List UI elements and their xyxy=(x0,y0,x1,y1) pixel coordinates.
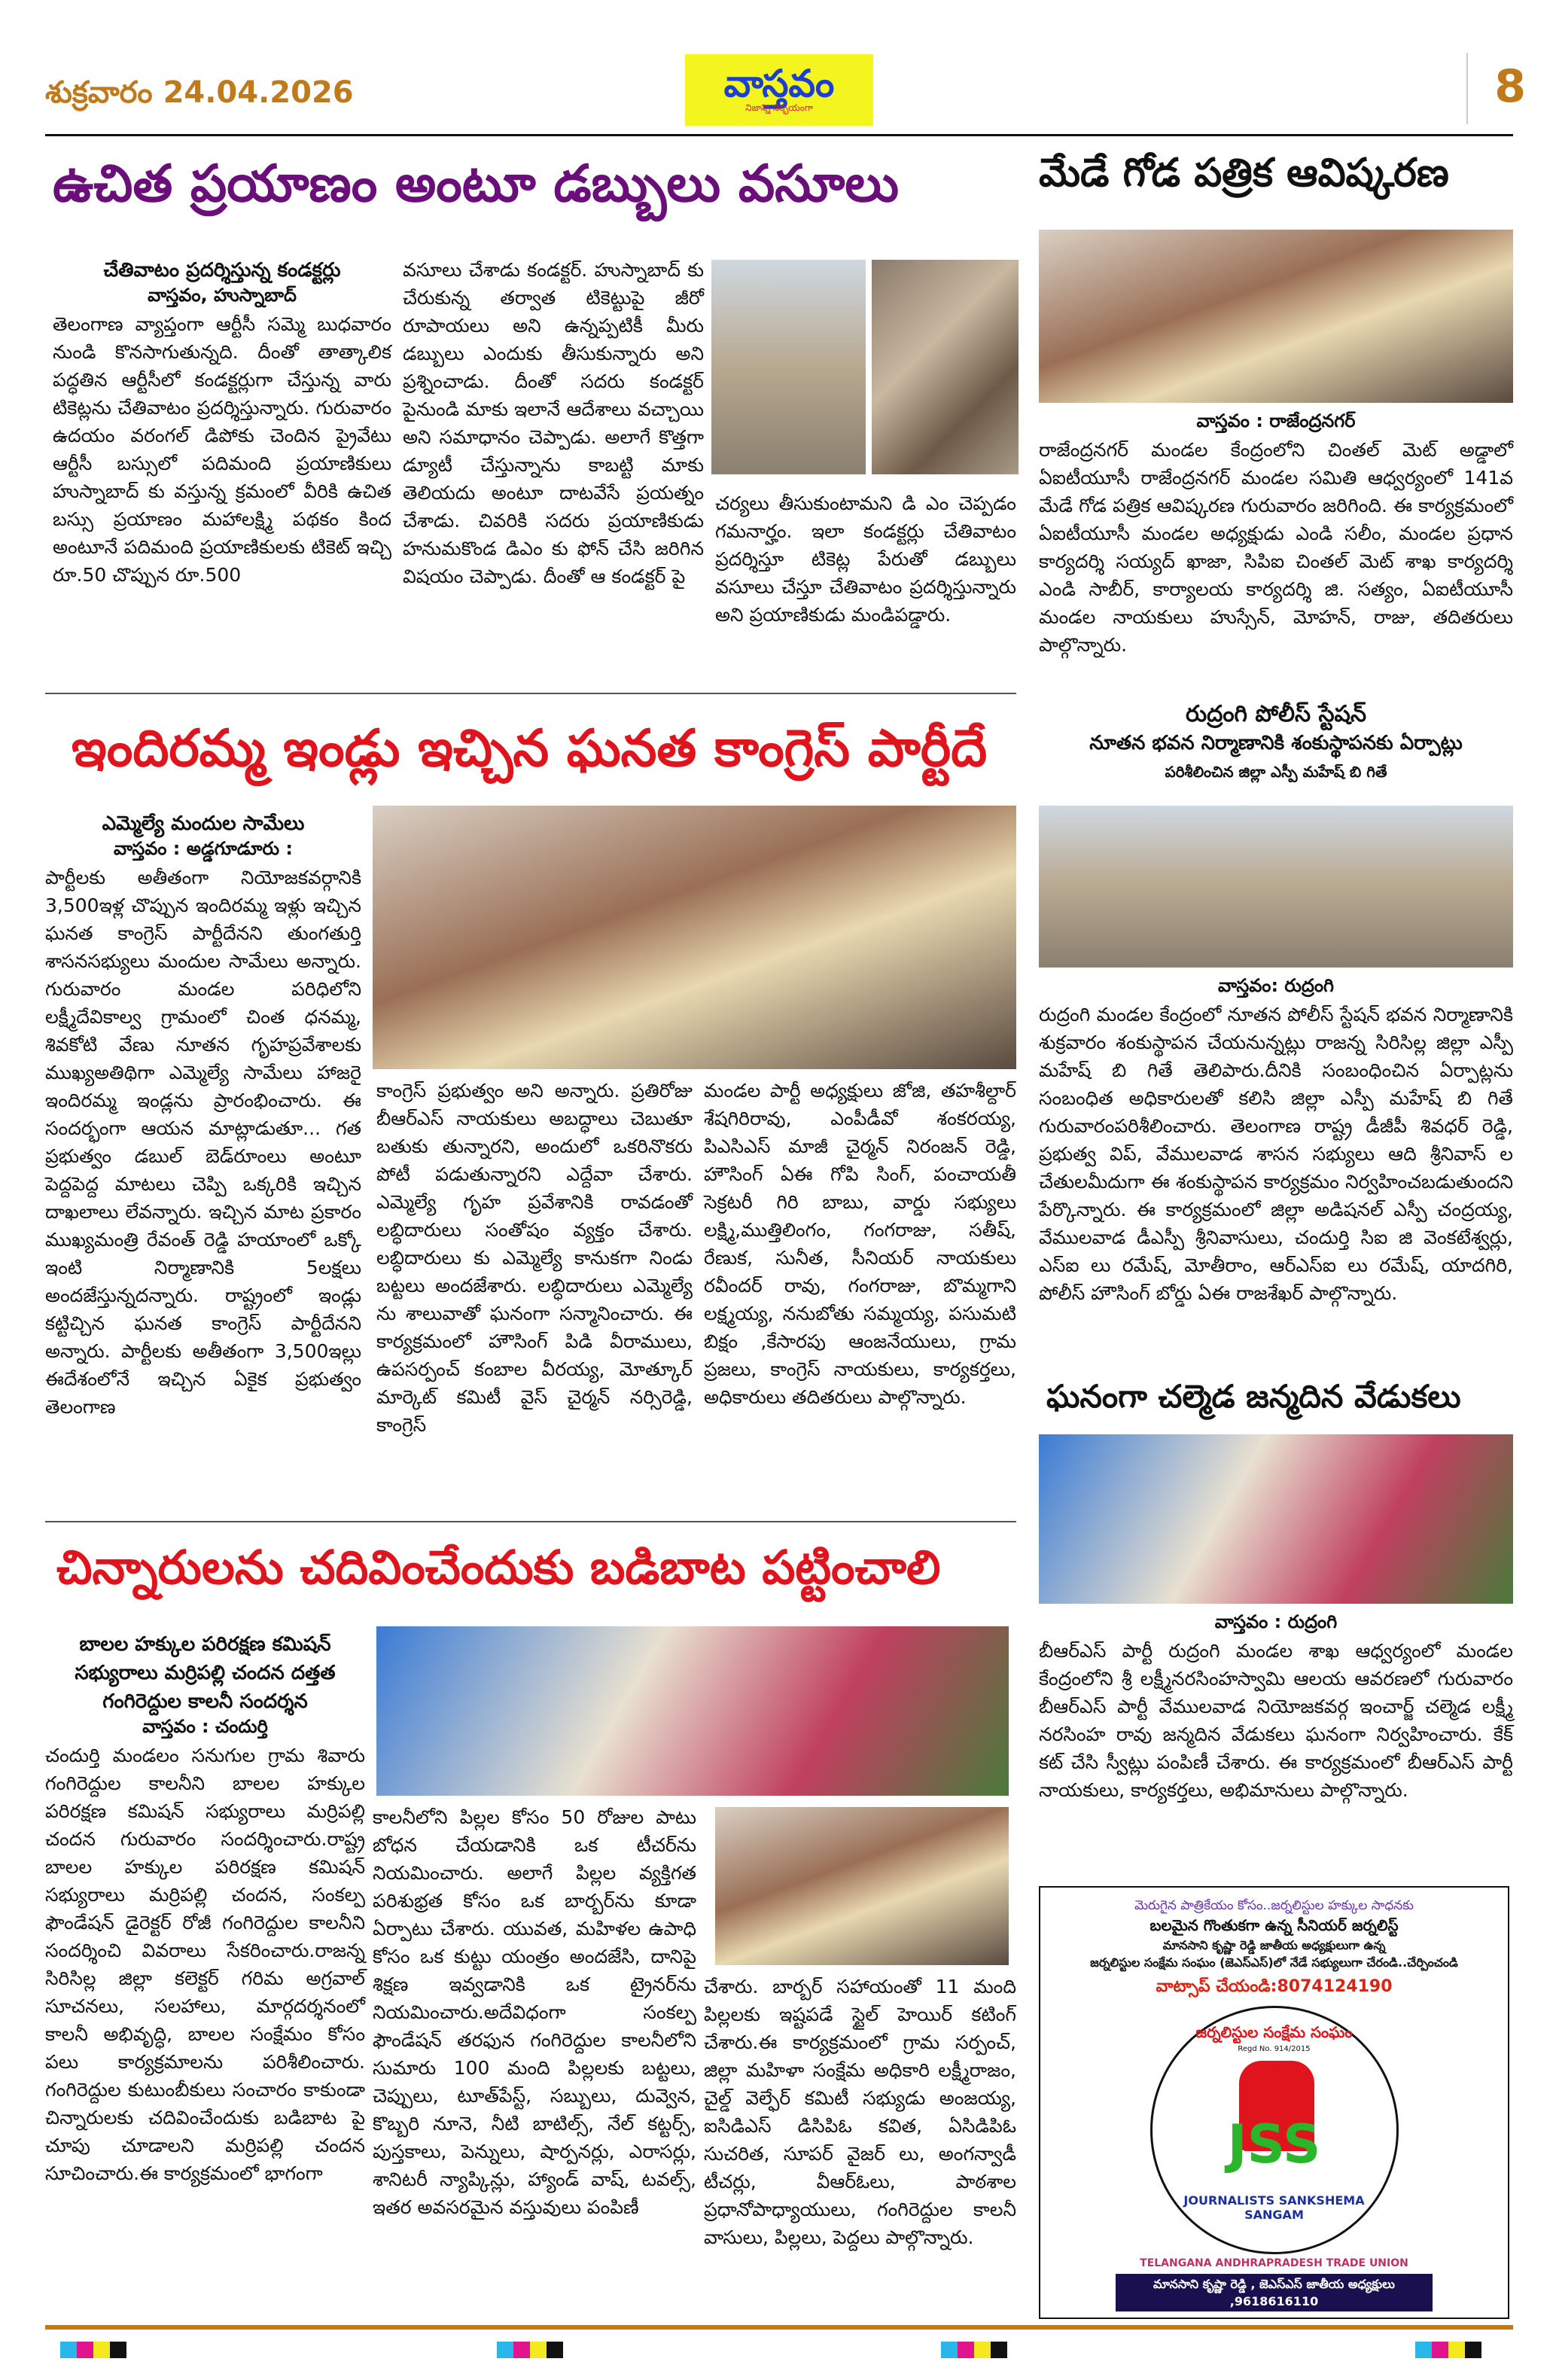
story4-headline: రుద్రంగి పోలీస్ స్టేషన్ xyxy=(1185,701,1367,727)
story6-headline: చిన్నారులను చదివించేందుకు బడిబాట పట్టించాలి xyxy=(56,1540,941,1595)
housewarming-photo xyxy=(373,806,1016,1069)
story3-col3: మండల పార్టీ అధ్యక్షులు జోజి, తహశీల్దార్ శేషగిరిరావు, ఎంపీడీవో శంకరయ్య, పిఎసిఎస్ మాజీ చైర్మన్ నిరంజన్ రెడ్డి, హౌసింగ్ ఏఈ గోపి సింగ్, పంచాయతీ సెక్రటరీ గిరి బాబు, వార్డు సభ్యులు లక్ష్మి,ముత్తిలింగం, గంగరాజు, సతీష్, రేణుక, సునీత, సీనియర్ నాయకులు రవీందర్ రావు, గంగరాజు, బొమ్మగాని లక్ష్మయ్య, ననుబోతు సమ్మయ్య, పసుమటి బిక్షం ,కేసారపు ఆంజనేయులు, గ్రామ ప్రజలు, కాంగ్రెస్ నాయకులు, కార్యకర్తలు, అధికారులు తదితరులు పాల్గొన్నారు. xyxy=(704,1080,1016,1408)
story5-text: బీఆర్ఎస్ పార్టీ రుద్రంగి మండల శాఖ ఆధ్వర్యంలో మండల కేంద్రంలోని శ్రీ లక్ష్మీనరసింహస్వామి ఆలయ ఆవరణలో గురువారం బీఆర్ఎస్ పార్టీ వేములవాడ నియోజకవర్గ ఇంచార్జ్ చల్మెడ లక్ష్మీ నరసింహ రావు జన్మదిన వేడుకలు ఘనంగా నిర్వహించారు. కేక్ కట్ చేసి స్వీట్లు పంపిణీ చేశారు. ఈ కార్యక్రమంలో బీఆర్ఎస్ పార్టీ నాయకులు, కార్యకర్తలు, అభిమానులు పాల్గొన్నారు. xyxy=(1039,1640,1513,1801)
whatsapp-number: వాట్సాప్ చేయండి:8074124190 xyxy=(1156,1977,1393,1996)
story6-col1 xyxy=(45,1630,365,2187)
union-name: TELANGANA ANDHRAPRADESH TRADE UNION xyxy=(1140,2257,1408,2269)
story1-col1 xyxy=(53,256,391,589)
story3-text: పార్టీలకు అతీతంగా నియోజకవర్గానికి 3,500ఇళ్ల చొప్పున ఇందిరమ్మ ఇళ్లు ఇచ్చిన ఘనత కాంగ్రెస్ పార్టీదేనని తుంగతుర్తి శాసనసభ్యులు మందుల సామేలు అన్నారు. గురువారం మండల పరిధిలోని లక్ష్మీదేవికాల్వ గ్రామంలో చింత ధనమ్మ, శివకోటి వేణు నూతన గృహప్రవేశాలకు ముఖ్యఅతిథిగా ఎమ్మెల్యే సామేలు హాజరై ఇందిరమ్మ ఇండ్లను ప్రారంభించారు. ఈ సందర్భంగా ఆయన మాట్లాడుతూ... గత ప్రభుత్వం డబుల్ బెడ్‌రూంలు అంటూ పెద్దపెద్ద మాటలు చెప్పి ఒక్కరికి ఇచ్చిన దాఖలాలు లేవన్నారు. ఇచ్చిన మాట ప్రకారం ముఖ్యమంత్రి రేవంత్ రెడ్డి హయాంలో ఒక్కో ఇంటి నిర్మాణానికి 5లక్షలు అందజేస్తున్నదన్నారు. రాష్ట్రంలో ఇండ్లు కట్టిచ్చిన ఘనత కాంగ్రెస్ పార్టీదేనని అన్నారు. పార్టీలకు అతీతంగా 3,500ఇల్లు ఈదేశంలోనే ఇచ్చిన ఏకైక ప్రభుత్వం తెలంగాణ xyxy=(45,867,361,1418)
story2-body xyxy=(1039,410,1513,659)
story4-dateline: వాస్తవం: రుద్రంగి xyxy=(1217,975,1335,996)
header-rule xyxy=(45,134,1513,136)
story4 xyxy=(1039,700,1513,786)
story1-col2: వసూలు చేశాడు కండక్టర్. హుస్నాబాద్ కు చేరుకున్న తర్వాత టికెట్టుపై జీరో రూపాయలు అని ఉన్నప్పటికీ మీరు డబ్బులు ఎందుకు తీసుకున్నారు అని ప్రశ్నించాడు. దీంతో సదరు కండక్టర్ పైనుండి మాకు ఇలానే ఆదేశాలు వచ్చాయి అని సమాధానం చెప్పాడు. అలాగే కొత్తగా డ్యూటీ చేస్తున్నాను కాబట్టి మాకు తెలియదు అంటూ దాటవేసే ప్రయత్నం చేశాడు. చివరికి సదరు ప్రయాణికుడు హనుమకొండ డిఎం కు ఫోన్ చేసి జరిగిన విషయం చెప్పాడు. దీంతో ఆ కండక్టర్ పై xyxy=(403,259,704,587)
issue-date: శుక్రవారం 24.04.2026 xyxy=(45,75,354,110)
ticket-photo xyxy=(711,260,866,474)
police-photo xyxy=(1039,806,1513,968)
story6-subhead: బాలల హక్కుల పరిరక్షణ కమిషన్ సభ్యురాలు మర్రిపల్లి చందన దత్తత గంగిరెద్దుల కాలనీ సందర్శన xyxy=(75,1633,336,1713)
emblem-regd: Regd No. 914/2015 xyxy=(1238,2045,1311,2053)
story6-text: చందుర్తి మండలం సనుగుల గ్రామ శివారు గంగిరెద్దుల కాలనీని బాలల హక్కుల పరిరక్షణ కమిషన్ సభ్యురాలు మర్రిపల్లి చందన గురువారం సందర్శించారు.రాష్ట్ర బాలల హక్కుల పరిరక్షణ కమిషన్ సభ్యురాలు మర్రిపల్లి చందన, సంకల్ప ఫౌండేషన్ డైరెక్టర్ రోజీ గంగిరెద్దుల కాలనీని సందర్శించి వివరాలు సేకరించారు.రాజన్న సిరిసిల్ల జిల్లా కలెక్టర్ గరిమ అగ్రవాల్ సూచనలు, సలహాలు, మార్గదర్శనంలో కాలనీ అభివృద్ధి, బాలల సంక్షేమం కోసం పలు కార్యక్రమాలను పరిశీలించారు. గంగిరెద్దుల కుటుంబీకులు సంచారం కాకుండా చిన్నారులకు చదివించేందుకు బడిబాట పై చూపు చూడాలని మర్రిపల్లి చందన సూచించారు.ఈ కార్యక్రమంలో భాగంగా xyxy=(45,1745,365,2184)
ad-line: మానసాని కృష్ణా రెడ్డి జాతీయ అధ్యక్షులుగా ఉన్న xyxy=(1162,1938,1386,1952)
logo-tagline: నిజాన్ని నిర్భయంగా xyxy=(745,102,813,113)
color-registration-marks xyxy=(497,2342,563,2358)
ad-line: మెరుగైన పాత్రికేయం కోసం..జర్నలిస్టుల హక్కుల సాధనకు xyxy=(1134,1898,1414,1913)
story1-dateline: వాస్తవం, హుస్నాబాద్ xyxy=(148,285,297,306)
ad-line: జర్నలిస్టుల సంక్షేమ సంఘం (జెఎస్ఎస్)లో నేడే సభ్యులుగా చేరండి..చేర్పించండి xyxy=(1090,1955,1458,1970)
page-number: 8 xyxy=(1494,60,1526,113)
jss-advertisement xyxy=(1039,1886,1509,2319)
story3-subhead: ఎమ్మెల్యే మందుల సామేలు xyxy=(102,812,305,835)
story4-subhead2: పరిశీలించిన జిల్లా ఎస్పీ మహేష్ బి గితే xyxy=(1165,763,1387,781)
masthead-logo xyxy=(685,54,873,126)
birthday-photo xyxy=(1039,1434,1513,1604)
story3-col2: కాంగ్రెస్ ప్రభుత్వం అని అన్నారు. ప్రతిరోజు బీఆర్ఎస్ నాయకులు అబద్ధాలు చెబుతూ బతుకు తున్నారని, అందులో ఒకరినొకరు పోటీ పడుతున్నారని ఎద్దేవా చేశారు. ఎమ్మెల్యే గృహ ప్రవేశానికి రావడంతో లబ్ధిదారులు సంతోషం వ్యక్తం చేశారు. లబ్ధిదారులు కు ఎమ్మెల్యే కానుకగా నిండు బట్టలు అందజేశారు. లబ్ధిదారులు ఎమ్మెల్యే ను శాలువాతో ఘనంగా సన్మానించారు. ఈ కార్యక్రమంలో హౌసింగ్ పిడి వీరాములు, ఉపసర్పంచ్ కంబాల వీరయ్య, మోత్కూర్ మార్కెట్ కమిటీ వైస్ చైర్మన్ నర్సిరెడ్డి, కాంగ్రెస్ xyxy=(376,1080,693,1436)
footer-rule xyxy=(45,2325,1513,2330)
story3-col1 xyxy=(45,809,361,1421)
story1-subhead: చేతివాటం ప్రదర్శిస్తున్న కండక్టర్లు xyxy=(103,259,341,282)
divider xyxy=(45,1521,1016,1522)
story6-col2: కాలనీలోని పిల్లల కోసం 50 రోజుల పాటు బోధన చేయడానికి ఒక టీచర్‌ను నియమించారు. అలాగే పిల్లల వ్యక్తిగత పరిశుభ్రత కోసం ఒక బార్బర్‌ను కూడా ఏర్పాటు చేశారు. యువత, మహిళల ఉపాధి కోసం ఒక కుట్టు యంత్రం అందజేసి, దానిపై శిక్షణ ఇవ్వడానికి ఒక ట్రైనర్‌ను నియమించారు.అదేవిధంగా సంకల్ప ఫౌండేషన్ తరఫున గంగిరెద్దుల కాలనీలోని సుమారు 100 మంది పిల్లలకు బట్టలు, చెప్పులు, టూత్‌పేస్ట్, సబ్బులు, దువ్వెన, కొబ్బరి నూనె, నీటి బాటిల్స్, నేల్ కట్టర్స్, పుస్తకాలు, పెన్నులు, షార్పనర్లు, ఎరాసర్లు, శానిటరీ న్యాప్కిన్లు, హ్యాండ్ వాష్, టవల్స్, ఇతర అవసరమైన వస్తువులు పంపిణీ xyxy=(373,1806,696,2218)
story5-dateline: వాస్తవం : రుద్రంగి xyxy=(1214,1611,1338,1632)
divider xyxy=(45,693,1016,694)
passenger-photo xyxy=(872,260,1019,474)
story4-body xyxy=(1039,975,1513,1307)
divider xyxy=(1466,53,1468,124)
story6-col3: చేశారు. బార్బర్ సహాయంతో 11 మంది పిల్లలకు ఇష్టపడే స్టైల్ హెయిర్ కటింగ్ చేశారు.ఈ కార్యక్రమంలో గ్రామ సర్పంచ్, జిల్లా మహిళా సంక్షేమ అధికారి లక్ష్మీరాజం, చైల్డ్ వెల్ఫేర్ కమిటీ సభ్యుడు అంజయ్య, ఐసిడిఎస్ డిసిపిఓ కవిత, ఏసిడిపిఓ సుచరిత, సూపర్ వైజర్ లు, అంగన్వాడీ టీచర్లు, వీఆర్ఓలు, పాఠశాల ప్రధానోపాధ్యాయులు, గంగిరెద్దుల కాలనీ వాసులు, పిల్లలు, పెద్దలు పాల్గొన్నారు. xyxy=(704,1976,1016,2248)
story5-body xyxy=(1039,1611,1513,1804)
story2-dateline: వాస్తవం : రాజేంద్రనగర్ xyxy=(1196,410,1356,431)
ad-line: బలమైన గొంతుకగా ఉన్న సీనియర్ జర్నలిస్ట్ xyxy=(1149,1916,1399,1934)
emblem-english: JOURNALISTS SANKSHEMA SANGAM xyxy=(1183,2193,1365,2222)
story3-headline: ఇందిరమ్మ ఇండ్లు ఇచ్చిన ఘనత కాంగ్రెస్ పార్టీదే xyxy=(72,719,988,779)
story1-headline: ఉచిత ప్రయాణం అంటూ డబ్బులు వసూలు xyxy=(53,154,900,214)
logo-text: వాస్తవం xyxy=(723,62,835,105)
haircut-photo xyxy=(715,1807,1009,1965)
color-registration-marks xyxy=(60,2342,126,2358)
story3-dateline: వాస్తవం : అడ్డగూడూరు : xyxy=(113,838,294,859)
story1-col3: చర్యలు తీసుకుంటామని డి ఎం చెప్పడం గమనార్హం. ఇలా కండక్టర్లు చేతివాటం ప్రదర్శిస్తూ టికెట్ల పేరుతో డబ్బులు వసూలు చేస్తూ చేతివాటం ప్రదర్శిస్తున్నారు అని ప్రయాణికుడు మండిపడ్డారు. xyxy=(715,492,1016,626)
commission-photo xyxy=(376,1626,1009,1796)
story2-headline: మేడే గోడ పత్రిక ఆవిష్కరణ xyxy=(1039,151,1449,196)
jss-emblem xyxy=(1150,2006,1399,2254)
story1-text: తెలంగాణ వ్యాప్తంగా ఆర్టీసీ సమ్మె బుధవారం నుండి కొనసాగుతున్నది. దీంతో తాత్కాలిక పద్ధతిన ఆర్టీసీలో కండక్టర్లుగా చేస్తున్న వారు టికెట్లను చేతివాటం ప్రదర్శిస్తున్నారు. గురువారం ఉదయం వరంగల్ డిపోకు చెందిన ప్రైవేటు ఆర్టీసీ బస్సులో పదిమంది ప్రయాణికులు హుస్నాబాద్ కు వస్తున్న క్రమంలో వీరికి ఉచిత బస్సు ప్రయాణం మహాలక్ష్మి పథకం కింద అంటూనే పదిమంది ప్రయాణికులకు టికెట్ ఇచ్చి రూ.50 చొప్పున రూ.500 xyxy=(53,313,391,586)
story4-subhead: నూతన భవన నిర్మాణానికి శంకుస్థాపనకు ఏర్పాట్లు xyxy=(1089,732,1463,754)
story5-headline: ఘనంగా చల్మెడ జన్మదిన వేడుకలు xyxy=(1046,1378,1461,1415)
emblem-abbr: JSS xyxy=(1227,2113,1321,2175)
emblem-telugu: జర్నలిస్టుల సంక్షేమ సంఘం xyxy=(1195,2023,1353,2041)
story4-text: రుద్రంగి మండల కేంద్రంలో నూతన పోలీస్ స్టేషన్ భవన నిర్మాణానికి శుక్రవారం శంకుస్థాపన చేయనున్నట్లు రాజన్న సిరిసిల్ల జిల్లా ఎస్పీ మహేష్ బి గితే తెలిపారు.దీనికి సంబంధించిన ఏర్పాట్లను సంబంధిత అధికారులతో కలిసి జిల్లా ఎస్పీ మహేష్ బి గితే గురువారంపరిశీలించారు. తెలంగాణ రాష్ట్ర డీజీపీ శివధర్ రెడ్డి, ప్రభుత్వ విప్, వేములవాడ శాసన సభ్యులు ఆది శ్రీనివాస్ ల చేతులమీదుగా ఈ శంకుస్థాపన కార్యక్రమం నిర్వహించబడుతుందని పేర్కొన్నారు. ఈ కార్యక్రమంలో జిల్లా అడిషనల్ ఎస్పీ చంద్రయ్య, వేములవాడ డీఎస్పీ శ్రీనివాసులు, చందుర్తి సిఐ జి వెంకటేశ్వర్లు, ఎస్ఐ లు రమేష్, మోతీరాం, ఆర్ఎస్ఐ లు రమేష్, యాదగిరి, పోలీస్ హౌసింగ్ బోర్డు ఏఈ రాజశేఖర్ పాల్గొన్నారు. xyxy=(1039,1004,1513,1304)
color-registration-marks xyxy=(1415,2342,1481,2358)
color-registration-marks xyxy=(941,2342,1007,2358)
ad-footer: మానసాని కృష్ణా రెడ్డి , జెఎస్ఎస్ జాతీయ అధ్యక్షులు ,9618616110 xyxy=(1116,2274,1433,2311)
mayday-photo xyxy=(1039,230,1513,403)
story6-dateline: వాస్తవం : చందుర్తి xyxy=(142,1716,268,1737)
story2-text: రాజేంద్రనగర్ మండల కేంద్రంలోని చింతల్ మెట్ అడ్డాలో ఏఐటీయూసీ రాజేంద్రనగర్ మండల సమితి ఆధ్వర్యంలో 141వ మేడే గోడ పత్రిక ఆవిష్కరణ గురువారం జరిగింది. ఈ కార్యక్రమంలో ఏఐటీయూసీ మండల అధ్యక్షుడు ఎండి సలీం, మండల ప్రధాన కార్యదర్శి సయ్యద్ ఖాజా, సిపిఐ చింతల్ మెట్ శాఖ కార్యదర్శి ఎండి సాబీర్, కార్యాలయ కార్యదర్శి జి. సత్యం, ఏఐటీయూసీ మండల నాయకులు హుస్సేన్, మోహన్, రాజు, తదితరులు పాల్గొన్నారు. xyxy=(1039,439,1513,656)
